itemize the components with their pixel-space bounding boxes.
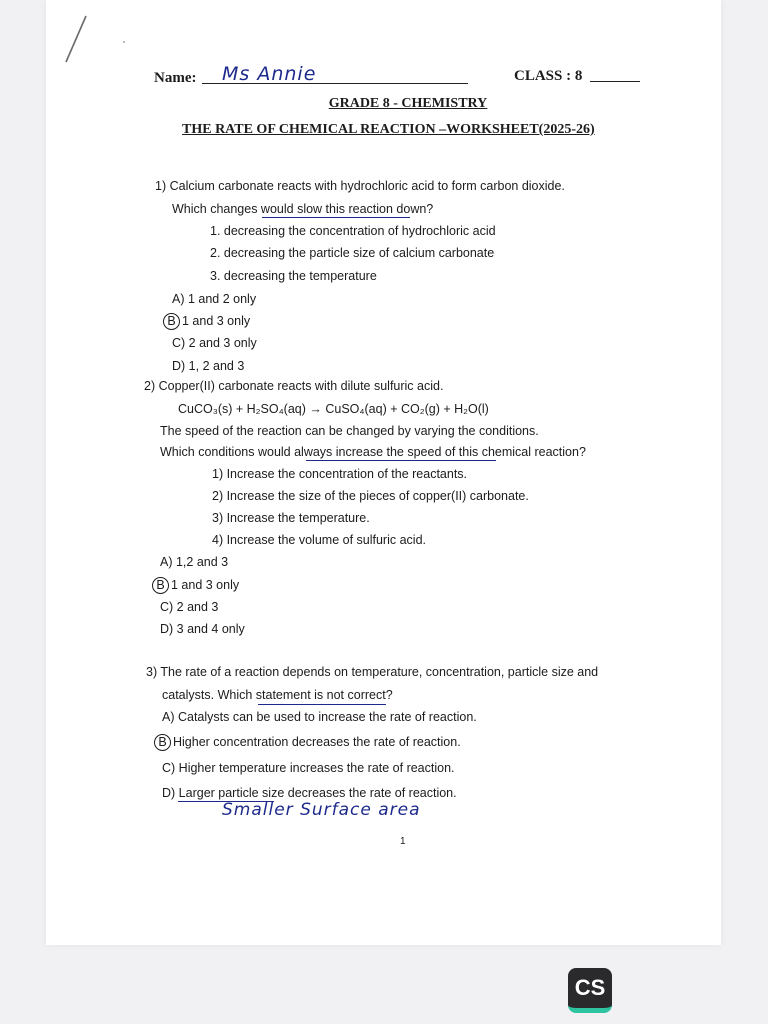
student-name-handwritten: Ms Annie [222, 63, 317, 85]
q3-option-a [162, 710, 477, 724]
option-text: 1 and 3 only [182, 314, 251, 328]
answer-circle: B [163, 313, 180, 330]
class-label: CLASS : 8 [514, 68, 583, 84]
q3-option-d [162, 786, 457, 800]
q1-item-1: 1. decreasing the concentration of hydrochloric acid [210, 224, 496, 238]
q2-option-c [160, 600, 218, 614]
handwritten-note: Smaller Surface area [222, 800, 421, 820]
q2-underline-mark [306, 460, 496, 461]
q1-item-3: 3. decreasing the temperature [210, 269, 377, 283]
q1-underline-mark [262, 217, 410, 218]
option-letter: A) [160, 555, 173, 569]
option-text: 1, 2 and 3 [185, 359, 245, 373]
grade-title: GRADE 8 - CHEMISTRY [328, 96, 488, 111]
q2-option-d [160, 622, 245, 636]
q1-option-b-circled [166, 313, 250, 330]
option-letter: D) [160, 622, 174, 636]
option-letter: D) [162, 786, 176, 800]
camscanner-logo: CS [568, 968, 612, 1013]
class-underline [590, 81, 640, 82]
option-text: 2 and 3 only [185, 336, 257, 350]
answer-circle: B [154, 734, 171, 751]
q2-item-4: 4) Increase the volume of sulfuric acid. [212, 533, 426, 547]
option-letter: C) [162, 761, 176, 775]
q3-option-b-circled [157, 734, 461, 751]
q3-underline-mark [258, 704, 386, 705]
option-letter: C) [160, 600, 174, 614]
q2-stem: 2) Copper(II) carbonate reacts with dilute sulfuric acid. [144, 379, 444, 393]
option-letter: A) [172, 292, 185, 306]
q3-option-c [162, 761, 455, 775]
option-text: 3 and 4 only [173, 622, 245, 636]
q2-option-a [160, 555, 228, 569]
option-letter: A) [162, 710, 175, 724]
q1-option-c [172, 336, 257, 350]
answer-circle: B [152, 577, 169, 594]
q2-item-1: 1) Increase the concentration of the reactants. [212, 467, 468, 481]
q1-option-d [172, 359, 244, 373]
name-label: Name: [154, 70, 197, 86]
option-text: Higher concentration decreases the rate of reaction. [173, 735, 461, 749]
q2-line-2: The speed of the reaction can be changed by varying the conditions. [160, 424, 539, 438]
option-text: 2 and 3 [173, 600, 219, 614]
pen-stroke-mark [58, 10, 138, 70]
q2-option-b-circled [155, 577, 239, 594]
q1-item-2: 2. decreasing the particle size of calcium carbonate [210, 246, 495, 260]
q1-option-a [172, 292, 256, 306]
q1-stem: 1) Calcium carbonate reacts with hydrochloric acid to form carbon dioxide. [155, 179, 565, 193]
q3-stem: 3) The rate of a reaction depends on temperature, concentration, particle size and [146, 665, 599, 679]
q2-item-3: 3) Increase the temperature. [212, 511, 370, 525]
option-text: 1,2 and 3 [172, 555, 229, 569]
option-text: Larger particle size decreases the rate of reaction. [175, 786, 457, 800]
q2-question: Which conditions would always increase the speed of this chemical reaction? [160, 445, 586, 459]
option-letter: C) [172, 336, 186, 350]
option-text: Higher temperature increases the rate of reaction. [175, 761, 455, 775]
q2-equation: CuCO₃(s) + H₂SO₄(aq) → CuSO₄(aq) + CO₂(g) + H₂O(l) [178, 402, 489, 416]
option-text: 1 and 2 only [184, 292, 257, 306]
q2-item-2: 2) Increase the size of the pieces of copper(II) carbonate. [212, 489, 529, 503]
option-text: 1 and 3 only [171, 578, 240, 592]
option-text: Catalysts can be used to increase the rate of reaction. [174, 710, 477, 724]
q1-question: Which changes would slow this reaction down? [172, 202, 434, 216]
page-number: 1 [400, 836, 406, 847]
option-letter: D) [172, 359, 186, 373]
q3-question: catalysts. Which statement is not correct? [162, 688, 393, 702]
worksheet-title: THE RATE OF CHEMICAL REACTION –WORKSHEET(2025-26) [182, 122, 595, 137]
